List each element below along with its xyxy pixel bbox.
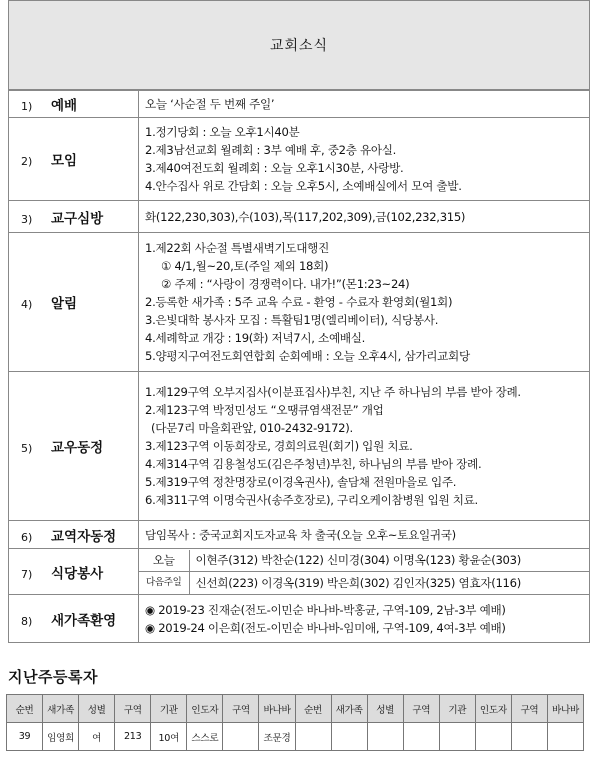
ministers-text: 담임목사 : 중국교회지도자교육 차 출국(오늘 오후~토요일귀국): [139, 521, 590, 549]
registry-header-cell: 기관: [151, 695, 187, 723]
registry-header-row: [7, 695, 584, 723]
section-meeting: [9, 118, 590, 201]
registry-row: [7, 723, 584, 751]
registry-header-cell: 성별: [79, 695, 115, 723]
worship-text: 오늘 ‘사순절 두 번째 주일’: [139, 91, 590, 118]
section-label: 7) 식당봉사: [9, 549, 139, 595]
registry-cell: 조문경: [259, 723, 295, 751]
section-label: 6) 교역자동정: [9, 521, 139, 549]
registry-table: [6, 694, 584, 751]
notice-line: ① 4/1,월~20,토(주일 제외 18회): [161, 259, 329, 273]
section-members: [9, 372, 590, 521]
notice-line: 1.제22회 사순절 특별새벽기도대행진: [145, 241, 329, 255]
registry-cell: [367, 723, 403, 751]
welcome-line: ◉ 2019-23 진재순(전도-이민순 바나바-박홍균, 구역-109, 2남-3부 예배): [145, 602, 506, 617]
kitchen-day: 다음주일: [139, 572, 189, 594]
registry-cell: [223, 723, 259, 751]
section-notice: [9, 233, 590, 372]
meeting-line: 1.정기당회 : 오늘 오후1시40분: [145, 125, 300, 139]
registry-header-cell: 바나바: [259, 695, 295, 723]
registry-title: 지난주등록자: [8, 668, 98, 686]
notice-line: 4.세례학교 개강 : 19(화) 저녁7시, 소예배실.: [145, 331, 366, 345]
registry-cell: [295, 723, 331, 751]
registry-header-cell: 순번: [295, 695, 331, 723]
page-title: 교회소식: [269, 38, 329, 54]
registry-cell: 213: [115, 723, 151, 751]
registry-cell: [403, 723, 439, 751]
section-label: 1) 예배: [9, 91, 139, 118]
kitchen-row: [139, 572, 589, 594]
kitchen-table: [139, 550, 589, 594]
members-line: 4.제314구역 김용철성도(김은주청년)부친, 하나님의 부름 받아 장례.: [145, 457, 482, 471]
members-line: 5.제319구역 정찬명장로(이경옥권사), 솔담채 전원마을로 입주.: [145, 475, 457, 489]
section-kitchen: [9, 549, 590, 595]
notice-line: 3.은빛대학 봉사자 모집 : 특활팀1명(엘리베이터), 식당봉사.: [145, 313, 439, 327]
registry-header-cell: 인도자: [475, 695, 511, 723]
section-worship: [9, 91, 590, 118]
registry-header-cell: 새가족: [43, 695, 79, 723]
meeting-line: 3.제40여전도회 월례회 : 오늘 오후1시30분, 사랑방.: [145, 161, 404, 175]
visit-text: 화(122,230,303),수(103),목(117,202,309),금(102,232,315): [139, 201, 590, 233]
registry-header-cell: 구역: [403, 695, 439, 723]
meeting-line: 2.제3남선교회 월례회 : 3부 예배 후, 중2층 유아실.: [145, 143, 397, 157]
meeting-line: 4.안수집사 위로 간담회 : 오늘 오후5시, 소예배실에서 모여 출발.: [145, 179, 462, 193]
registry-header-cell: 구역: [511, 695, 547, 723]
section-label: 8) 새가족환영: [9, 595, 139, 643]
bulletin-page: [8, 0, 590, 643]
page-header: [8, 0, 590, 90]
registry-cell: [331, 723, 367, 751]
section-label: 3) 교구심방: [9, 201, 139, 233]
kitchen-day: 오늘: [139, 550, 189, 572]
registry-cell: 임영희: [43, 723, 79, 751]
section-label: 5) 교우동정: [9, 372, 139, 521]
section-label: 2) 모임: [9, 118, 139, 201]
registry-header-cell: 바나바: [547, 695, 583, 723]
welcome-line: ◉ 2019-24 이은희(전도-이민순 바나바-임미애, 구역-109, 4여-3부 예배): [145, 620, 506, 635]
notice-line: ② 주제 : “사랑이 경쟁력이다. 내가!”(몬1:23~24): [161, 277, 410, 291]
registry-cell: [475, 723, 511, 751]
kitchen-names: 이현주(312) 박찬순(122) 신미경(304) 이명옥(123) 황윤순(303): [189, 550, 589, 572]
members-line: (다문7리 마을회관앞, 010-2432-9172).: [151, 421, 353, 435]
registry-header-cell: 구역: [223, 695, 259, 723]
news-table: [8, 90, 590, 643]
members-content: [139, 372, 590, 521]
welcome-content: [139, 595, 590, 643]
registry-cell: 39: [7, 723, 43, 751]
registry-cell: [511, 723, 547, 751]
registry-header-cell: 인도자: [187, 695, 223, 723]
members-line: 2.제123구역 박정민성도 “오땡큐염색전문” 개업: [145, 403, 384, 417]
registry-cell: 여: [79, 723, 115, 751]
kitchen-names: 신선희(223) 이경옥(319) 박은희(302) 김인자(325) 염효자(116): [195, 575, 521, 590]
notice-line: 2.등록한 새가족 : 5주 교육 수료 - 환영 - 수료자 환영회(월1회): [145, 295, 453, 309]
section-visit: [9, 201, 590, 233]
registry-cell: [547, 723, 583, 751]
members-line: 1.제129구역 오부지집사(이분표집사)부친, 지난 주 하나님의 부름 받아 장례.: [145, 385, 521, 399]
registry-header-cell: 순번: [7, 695, 43, 723]
registry-header-cell: 성별: [367, 695, 403, 723]
registry-header-cell: 기관: [439, 695, 475, 723]
registry-cell: 10여: [151, 723, 187, 751]
members-line: 3.제123구역 이동희장로, 경희의료원(회기) 입원 치료.: [145, 439, 413, 453]
meeting-content: [139, 118, 590, 201]
registry-header-cell: 새가족: [331, 695, 367, 723]
registry-header-cell: 구역: [115, 695, 151, 723]
section-welcome: [9, 595, 590, 643]
kitchen-content: [139, 549, 590, 595]
section-ministers: [9, 521, 590, 549]
registry-cell: [439, 723, 475, 751]
notice-content: [139, 233, 590, 372]
section-label: 4) 알림: [9, 233, 139, 372]
registry-cell: 스스로: [187, 723, 223, 751]
notice-line: 5.양평지구여전도회연합회 순회예배 : 오늘 오후4시, 삼가리교회당: [145, 349, 470, 363]
kitchen-row: [139, 550, 589, 572]
members-line: 6.제311구역 이명숙권사(송주호장로), 구리오케이참병원 입원 치료.: [145, 493, 478, 507]
